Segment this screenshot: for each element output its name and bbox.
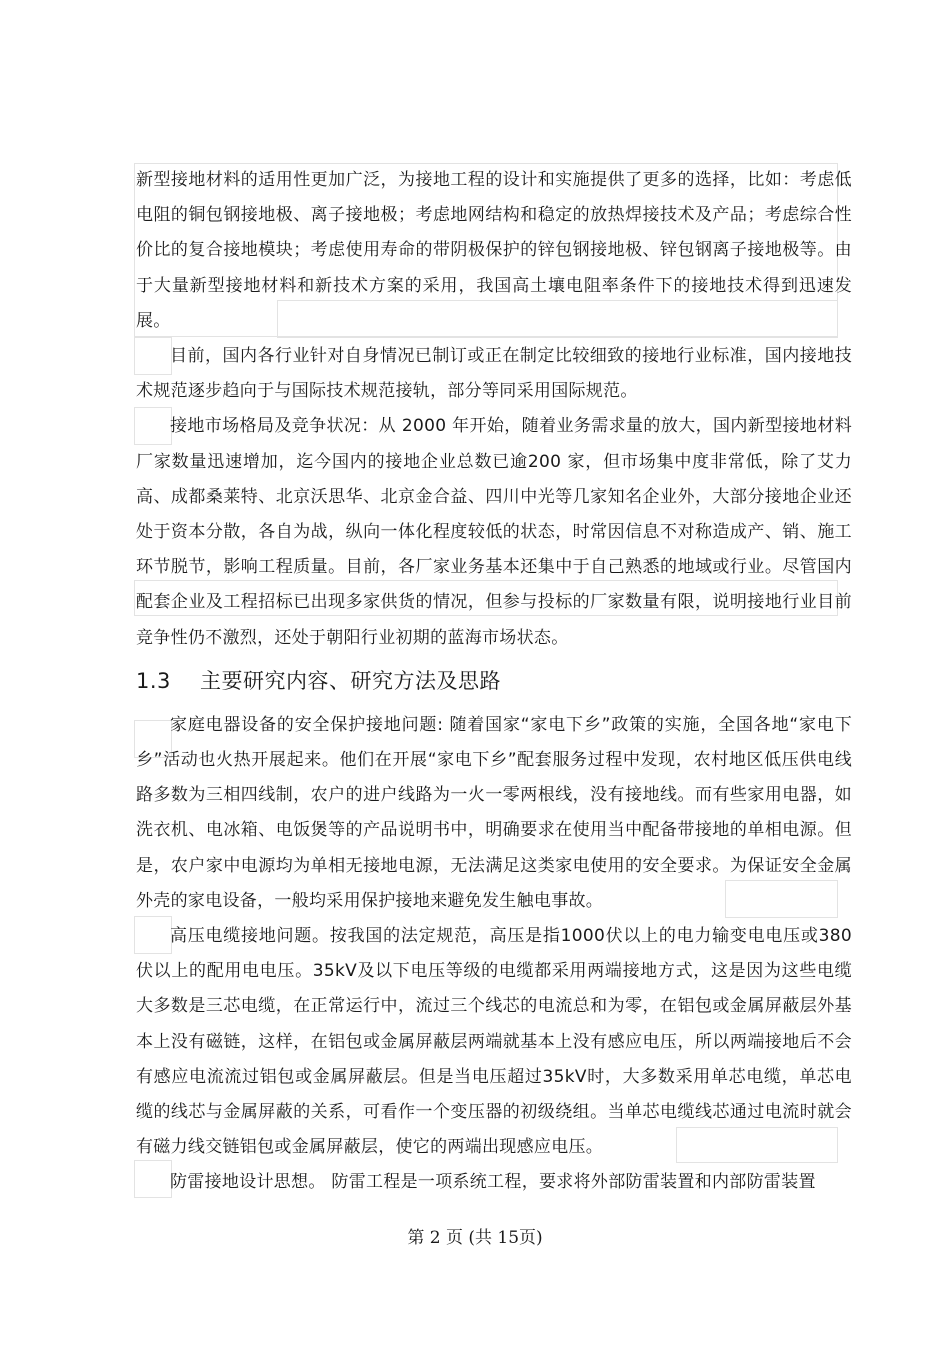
- main-content: [136, 163, 852, 1201]
- body-paragraph: 家庭电器设备的安全保护接地问题: 随着国家“家电下乡”政策的实施，全国各地“家电下乡”活动也火热开展起来。他们在开展“家电下乡”配套服务过程中发现，农村地区低压供电线路多数为三相四线制，农户的进户线路为一火一零两根线，没有接地线。而有些家用电器，如洗衣机、电冰箱、电饭煲等的产品说明书中，明确要求在使用当中配备带接地的单相电源。但是，农户家中电源均为单相无接地电源，无法满足这类家电使用的安全要求。为保证安全金属外壳的家电设备，一般均采用保护接地来避免发生触电事故。: [136, 714, 852, 911]
- body-paragraph: 防雷接地设计思想。 防雷工程是一项系统工程，要求将外部防雷装置和内部防雷装置: [170, 1172, 816, 1193]
- section-number: 1.3: [136, 668, 171, 693]
- section-heading: [136, 658, 852, 704]
- body-paragraph: 新型接地材料的适用性更加广泛，为接地工程的设计和实施提供了更多的选择，比如：考虑低电阻的铜包钢接地极、离子接地极；考虑地网结构和稳定的放热焊接技术及产品；考虑综合性价比的复合接地模块；考虑使用寿命的带阴极保护的锌包钢接地极、锌包钢离子接地极等。由于大量新型接地材料和新技术方案的采用，我国高土壤电阻率条件下的接地技术得到迅速发展。: [136, 170, 852, 331]
- body-paragraph: 高压电缆接地问题。按我国的法定规范，高压是指1000伏以上的电力输变电电压或380伏以上的配用电电压。35kV及以下电压等级的电缆都采用两端接地方式，这是因为这些电缆大多数是三芯电缆，在正常运行中，流过三个线芯的电流总和为零，在铝包或金属屏蔽层外基本上没有磁链，这样，在铝包或金属屏蔽层两端就基本上没有感应电压，所以两端接地后不会有感应电流流过铝包或金属屏蔽层。但是当电压超过35kV时，大多数采用单芯电缆，单芯电缆的线芯与金属屏蔽的关系，可看作一个变压器的初级绕组。当单芯电缆线芯通过电流时就会有磁力线交链铝包或金属屏蔽层，使它的两端出现感应电压。: [136, 926, 852, 1158]
- body-paragraph: 目前，国内各行业针对自身情况已制订或正在制定比较细致的接地行业标准，国内接地技术规范逐步趋向于与国际技术规范接轨，部分等同采用国际规范。: [136, 346, 852, 402]
- page-number-footer: 第 2 页 (共 15页): [407, 1228, 543, 1248]
- body-paragraph: 接地市场格局及竞争状况：从 2000 年开始，随着业务需求量的放大，国内新型接地材料厂家数量迅速增加，迄今国内的接地企业总数已逾200 家，但市场集中度非常低，除了艾力高、成都桑莱特、北京沃思华、北京金合益、四川中光等几家知名企业外，大部分接地企业还处于资本分散，各自为战，纵向一体化程度较低的状态，时常因信息不对称造成产、销、施工环节脱节，影响工程质量。目前，各厂家业务基本还集中于自己熟悉的地域或行业。尽管国内配套企业及工程招标已出现多家供货的情况，但参与投标的厂家数量有限，说明接地行业目前竞争性仍不激烈，还处于朝阳行业初期的蓝海市场状态。: [136, 416, 852, 648]
- section-title: 主要研究内容、研究方法及思路: [200, 668, 501, 693]
